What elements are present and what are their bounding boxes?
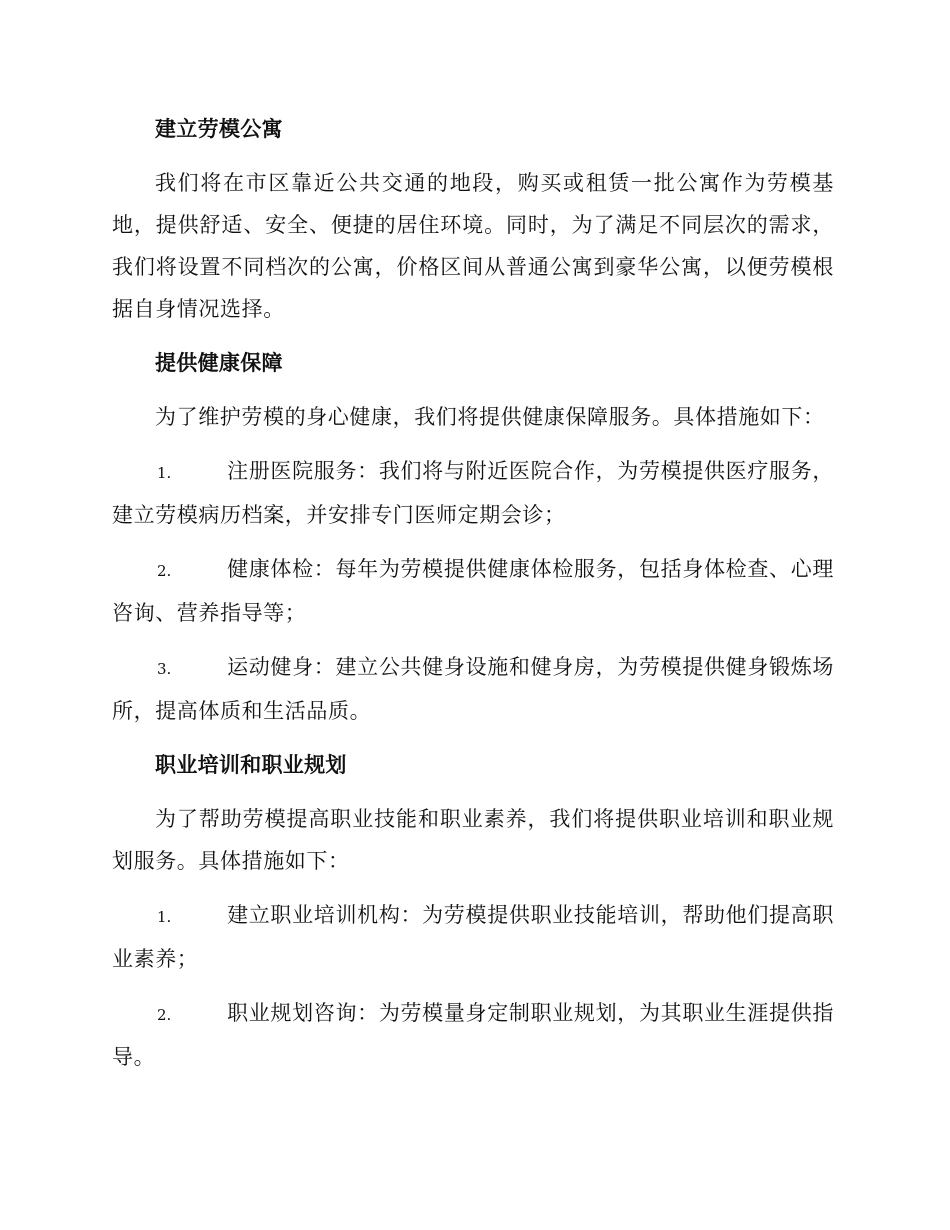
section-heading: 建立劳模公寓 (155, 116, 283, 141)
list-item (112, 646, 834, 732)
list-item-text: 健康体检：每年为劳模提供健康体检服务，包括身体检查、心理咨询、营养指导等； (112, 557, 834, 625)
list-item-number: 1. (157, 464, 172, 482)
list-item-number: 1. (157, 908, 172, 926)
document-body (112, 108, 834, 1090)
list-item (112, 992, 834, 1078)
body-paragraph: 为了维护劳模的身心健康，我们将提供健康保障服务。具体措施如下： (155, 405, 825, 429)
section-heading: 职业培训和职业规划 (155, 752, 347, 777)
list-item (112, 548, 834, 634)
section-heading: 提供健康保障 (155, 350, 283, 375)
body-paragraph: 我们将在市区靠近公共交通的地段，购买或租赁一批公寓作为劳模基地，提供舒适、安全、便捷的居住环境。同时，为了满足不同层次的需求，我们将设置不同档次的公寓，价格区间从普通公寓到豪华公寓，以便劳模根据自身情况选择。 (112, 171, 834, 321)
body-paragraph: 为了帮助劳模提高职业技能和职业素养，我们将提供职业培训和职业规划服务。具体措施如下： (112, 807, 834, 873)
list-item-text: 注册医院服务：我们将与附近医院合作，为劳模提供医疗服务，建立劳模病历档案，并安排专门医师定期会诊； (112, 459, 834, 527)
list-item-number: 2. (157, 1006, 172, 1024)
list-item-number: 2. (157, 562, 172, 580)
list-item (112, 450, 834, 536)
list-item-text: 运动健身：建立公共健身设施和健身房，为劳模提供健身锻炼场所，提高体质和生活品质。 (112, 655, 834, 723)
list-item-text: 职业规划咨询：为劳模量身定制职业规划，为其职业生涯提供指导。 (112, 1001, 834, 1069)
list-item-number: 3. (157, 660, 172, 678)
list-item (112, 894, 834, 980)
list-item-text: 建立职业培训机构：为劳模提供职业技能培训，帮助他们提高职业素养； (112, 903, 834, 971)
